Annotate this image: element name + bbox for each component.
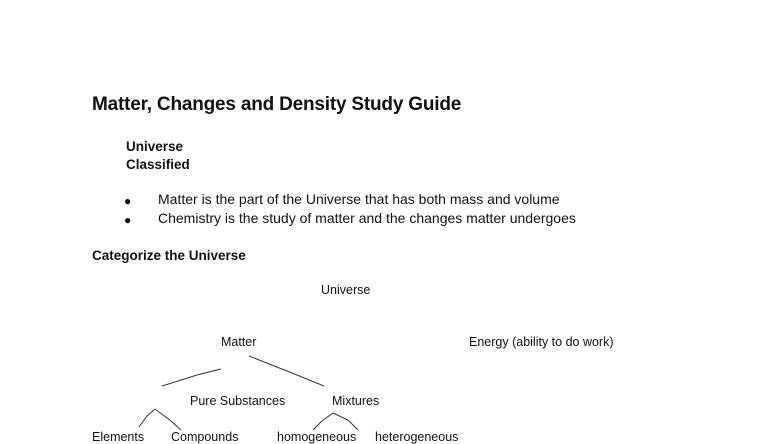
branch-line-pure bbox=[162, 369, 221, 386]
subtitle-universe: Universe bbox=[126, 139, 184, 154]
node-pure-substances: Pure Substances bbox=[190, 394, 286, 408]
node-universe: Universe bbox=[321, 283, 371, 297]
bullet-dot-icon: ● bbox=[124, 213, 132, 227]
branch-line-compounds bbox=[155, 409, 181, 430]
section-heading: Categorize the Universe bbox=[92, 248, 246, 263]
branch-line-mixtures bbox=[249, 356, 324, 386]
node-heterogeneous: heterogeneous bbox=[375, 430, 459, 444]
node-elements: Elements bbox=[92, 430, 145, 444]
node-homogeneous: homogeneous bbox=[277, 430, 357, 444]
bullet-dot-icon: ● bbox=[124, 194, 132, 208]
branch-line-homogeneous bbox=[313, 413, 333, 430]
branch-line-elements bbox=[139, 409, 155, 427]
node-energy: Energy (ability to do work) bbox=[469, 335, 614, 349]
page-title: Matter, Changes and Density Study Guide bbox=[92, 94, 462, 115]
node-matter: Matter bbox=[221, 335, 257, 349]
bullet-text: Chemistry is the study of matter and the changes matter undergoes bbox=[158, 210, 576, 226]
node-compounds: Compounds bbox=[171, 430, 239, 444]
bullet-text: Matter is the part of the Universe that has both mass and volume bbox=[158, 191, 560, 207]
subtitle-classified: Classified bbox=[126, 157, 190, 172]
branch-line-heterogeneous bbox=[333, 413, 358, 430]
node-mixtures: Mixtures bbox=[332, 394, 380, 408]
